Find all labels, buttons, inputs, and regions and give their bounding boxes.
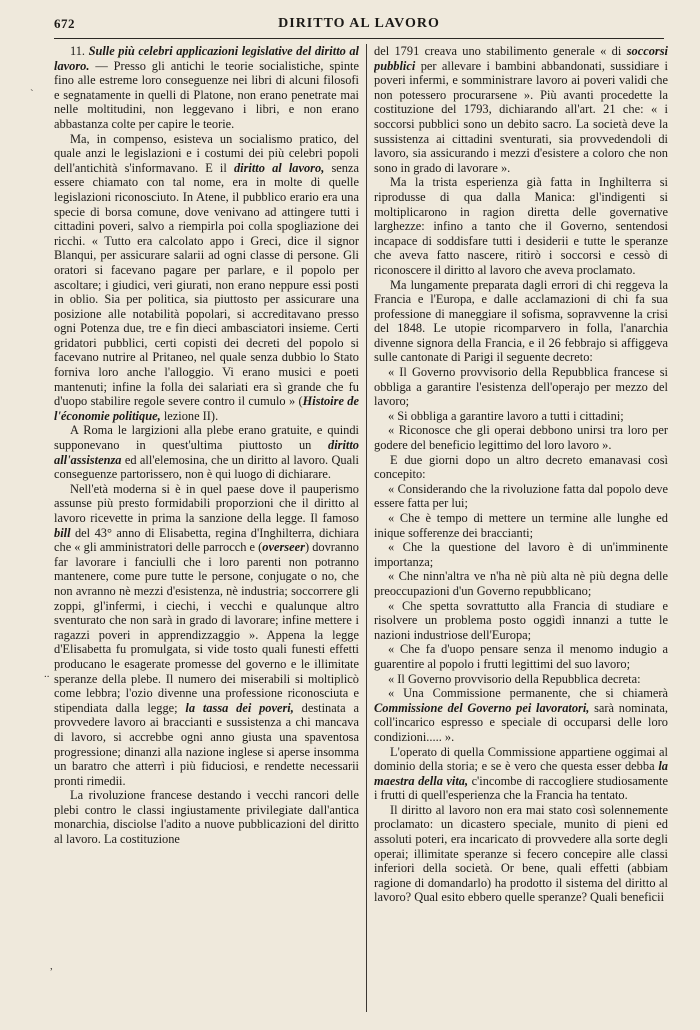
paragraph — [54, 788, 359, 846]
decree-clause: « Considerando che la rivoluzione fatta dal popolo deve essere fatta per lui; — [374, 481, 668, 511]
left-column — [54, 44, 359, 1019]
decree-clause: « Si obbliga a garantire lavoro a tutti i cittadini; — [388, 408, 624, 423]
emphasis: overseer — [262, 540, 305, 555]
paragraph-text: « Una Commissione permanente, che si chiamerà — [388, 686, 668, 701]
paragraph — [54, 44, 359, 132]
page-number: 672 — [54, 16, 75, 31]
paragraph: E due giorni dopo un altro decreto emanavasi così concepito: — [374, 452, 668, 482]
decree-clause: « Il Governo provvisorio della Repubblica decreta: — [388, 671, 641, 686]
column-divider — [366, 44, 367, 1012]
paragraph-text: ed all'elemosina, che un diritto al lavoro. Quali conseguenze partorissero, non è qui luogo di dichiarare. — [54, 452, 359, 482]
paragraph-text: L'operato di quella Commissione appartiene oggimai al dominio della storia; e se è vero che questa esser debba — [374, 744, 668, 774]
paragraph-text: del 1791 creava uno stabilimento generale « di — [374, 44, 622, 58]
section-title: Sulle più celebri applicazioni legislative del diritto al lavoro. — [54, 44, 359, 73]
running-title: DIRITTO AL LAVORO — [278, 16, 440, 31]
paragraph-text: destinata a provvedere lavoro ai braccianti e sussistenza a chi mancava di lavoro, si accrebbe ogni anno giusta una spaventosa progressione; dinanzi alla nazione inglese si aperse insomma un baratro che atterrì i più fiduciosi, e rendette necessarii pronti rimedii. — [54, 700, 359, 788]
emphasis: la tassa dei poveri, — [185, 700, 294, 715]
paragraph: Il diritto al lavoro non era mai stato così solennemente proclamato: un dicastero speciale, munito di pieni ed assoluti poteri, era incaricato di provvedere alla sorte degli operai; illimitate speranze si fecero concepire alle classi inferiori della società. Or bene, quali effetti (abbiam ragione di domandarlo) ha prodotto il sistema del diritto al lavoro? Qual esito ebbero quelle speranze? Quali beneficii — [374, 802, 668, 905]
emphasis: la maestra della vita, — [374, 759, 668, 788]
margin-mark: .. — [44, 668, 50, 680]
paragraph-text: senza essere chiamato con tal nome, era in molte di quelle legislazioni riconosciuto. In Atene, il pubblico erario era una specie di borsa comune, dove venivano ad attingere tutti i cittadini poveri, salvo a riempirla poi colla spogliazione dei ricchi. « Tutto era calcolato appo i Greci, dice il signor Blanqui, per assicurare salarii ad ogni classe di persone. Gli oratori si facevano pagare per parlare, e il popolo per ascoltare; i giudici, veri giurati, non erano neppure essi posti in oblio. Sia per politica, sia piuttosto per assicurare una posizione alle notabilità popolari, si accreditavano presso ogni Potenza due, tre e fin dieci ambasciatori insieme. Certi gridatori pubblici, certi copisti dei decreti del popolo si facevano nutrire al Pritaneo, nel quale senza dubbio lo Stato forniva loro anche l'alloggio. Vi erano musici e poeti mantenuti; infine la folla dei salariati era sì grande che fu d'uopo stabilire regole severe contro il cumulo » ( — [54, 160, 359, 409]
paragraph — [54, 423, 359, 481]
citation: Histoire de l'économie politique, — [54, 394, 359, 423]
margin-mark: ` — [30, 88, 34, 100]
right-column — [374, 44, 668, 1019]
emphasis: bill — [54, 525, 71, 540]
page-header — [54, 14, 664, 39]
decree-clause: « Che spetta sovrattutto alla Francia di studiare e risolvere un problema posto oggidì innanzi a tutte le nazioni industriose dell'Europa; — [374, 598, 668, 642]
decree-clause: « Il Governo provvisorio della Repubblica francese si obbliga a garantire l'esistenza dell'operajo per mezzo del lavoro; — [374, 365, 668, 409]
paragraph-text: A Roma le largizioni alla plebe erano gratuite, e quindi supponevano in quest'ultima piuttosto un — [54, 423, 359, 453]
paragraph-text: sarà nominata, coll'incarico espresso e speciale di occuparsi delle loro condizioni..... ». — [374, 700, 668, 744]
emphasis: Commissione del Governo pei lavoratori, — [374, 700, 590, 715]
paragraph-text: Ma, in compenso, esisteva un socialismo pratico, del quale anzi le legislazioni e i costumi dei più celebri popoli dell'antichità s'informavano. E il — [54, 131, 359, 175]
paragraph: Ma lungamente preparata dagli errori di chi reggeva la Francia e l'Europa, e dalle acclamazioni di chi fa sua professione di maneggiare il sofisma, sopravvenne la crisi del 1848. Le utopie ricomparvero in folla, l'anarchia divenne signora della Francia, e il 26 febbrajo si affiggeva sulle cantonate di Parigi il seguente decreto: — [374, 277, 668, 365]
paragraph-text: La rivoluzione francese destando i vecchi rancori delle plebi contro le classi ingiustamente privilegiate dall'antica monarchia, disciolse l'adito a nuove pubblicazioni del diritto al lavoro. La costituzione — [54, 788, 359, 847]
emphasis: soccorsi pubblici — [374, 44, 668, 73]
paragraph-text: ) dovranno far lavorare i fanciulli che i loro parenti non potranno mantenere, come pure tutte le persone, conjugate o no, che non avranno nè mezzi d'esistenza, nè industria; soccorrere gli zoppi, gl'infermi, i ciechi, i vecchi e qualunque altro sventurato che non sarà in grado di lavorare; infine mettere i ragazzi poveri in apprendizzaggio ». Appena la legge d'Elisabetta fu promulgata, si vide tosto quali funesti effetti producano le esagerate promesse del governo e le illimitate speranze della plebe. Il numero dei miserabili si moltiplicò come lebbra; l'ozio divenne una professione riconosciuta e stipendiata dalla legge; — [54, 540, 359, 715]
decree-clause: « Riconosce che gli operai debbono unirsi tra loro per godere del beneficio legittimo del loro lavoro ». — [374, 423, 668, 453]
paragraph — [374, 44, 668, 175]
emphasis: diritto all'assistenza — [54, 438, 359, 467]
paragraph-text: Nell'età moderna si è in quel paese dove il pauperismo assunse più presto formidabili proporzioni che il diritto al lavoro ricevette in prima la sanzione della legge. Il famoso — [54, 481, 359, 525]
paragraph — [54, 482, 359, 788]
margin-mark: , — [50, 960, 53, 972]
decree-clause: « Che la questione del lavoro è di un'imminente importanza; — [374, 540, 668, 569]
decree-clause — [374, 686, 668, 744]
paragraph — [374, 745, 668, 803]
decree-clause: « Che è tempo di mettere un termine alle lunghe ed inique sofferenze dei braccianti; — [374, 511, 668, 540]
paragraph-text: del 43° anno di Elisabetta, regina d'Inghilterra, dichiara che « gli amministratori delle parrocch e ( — [54, 525, 359, 555]
paragraph-text: lezione II). — [163, 408, 219, 423]
decree-clause: « Che fa d'uopo pensare senza il menomo indugio a guarentire al popolo i frutti legittimi del suo lavoro; — [374, 642, 668, 671]
paragraph-text: c'incombe di raccogliere studiosamente i frutti di quell'esperienza che la Francia ha tentato. — [374, 773, 668, 803]
section-number: 11. — [70, 44, 86, 58]
paragraph-text: — Presso gli antichi le teorie socialistiche, spinte fino alle estreme loro conseguenze nei libri di alcuni filosofi e segnatamente in quelli di Platone, non erano penetrate mai nelle moltitudini, non leggevano i libri, e non erano abbastanza colte per capire le teorie. — [54, 58, 359, 131]
paragraph: Ma la trista esperienza già fatta in Inghilterra si riprodusse di qua dalla Manica: gl'indigenti si moltiplicarono in ragion diretta delle governative larghezze: infino a tanto che il Governo, sentendosi incapace di soddisfare tutti i desiderii e tutte le speranze che aveva fatto nascere, ritirò i soccorsi e cessò di riconoscere il diritto al lavoro che aveva proclamato. — [374, 175, 668, 277]
decree-clause: « Che ninn'altra ve n'ha nè più alta nè più degna delle preoccupazioni d'un Governo repubblicano; — [374, 569, 668, 598]
emphasis: diritto al lavoro, — [233, 160, 325, 175]
paragraph — [54, 132, 359, 424]
paragraph-text: per allevare i bambini abbandonati, sussidiare i poveri infermi, e somministrare lavoro ai poveri validi che non potessero procurarsene ». Più avanti procedette la costituzione del 1793, dichiarando all'art. 21 che: « i soccorsi pubblici sono un debito sacro. La società deve la sussistenza ai cittadini sventurati, sia provvedendoli di lavoro, sia assicurando i mezzi d'esistere a coloro che non sono in grado di lavorare ». — [374, 58, 668, 175]
